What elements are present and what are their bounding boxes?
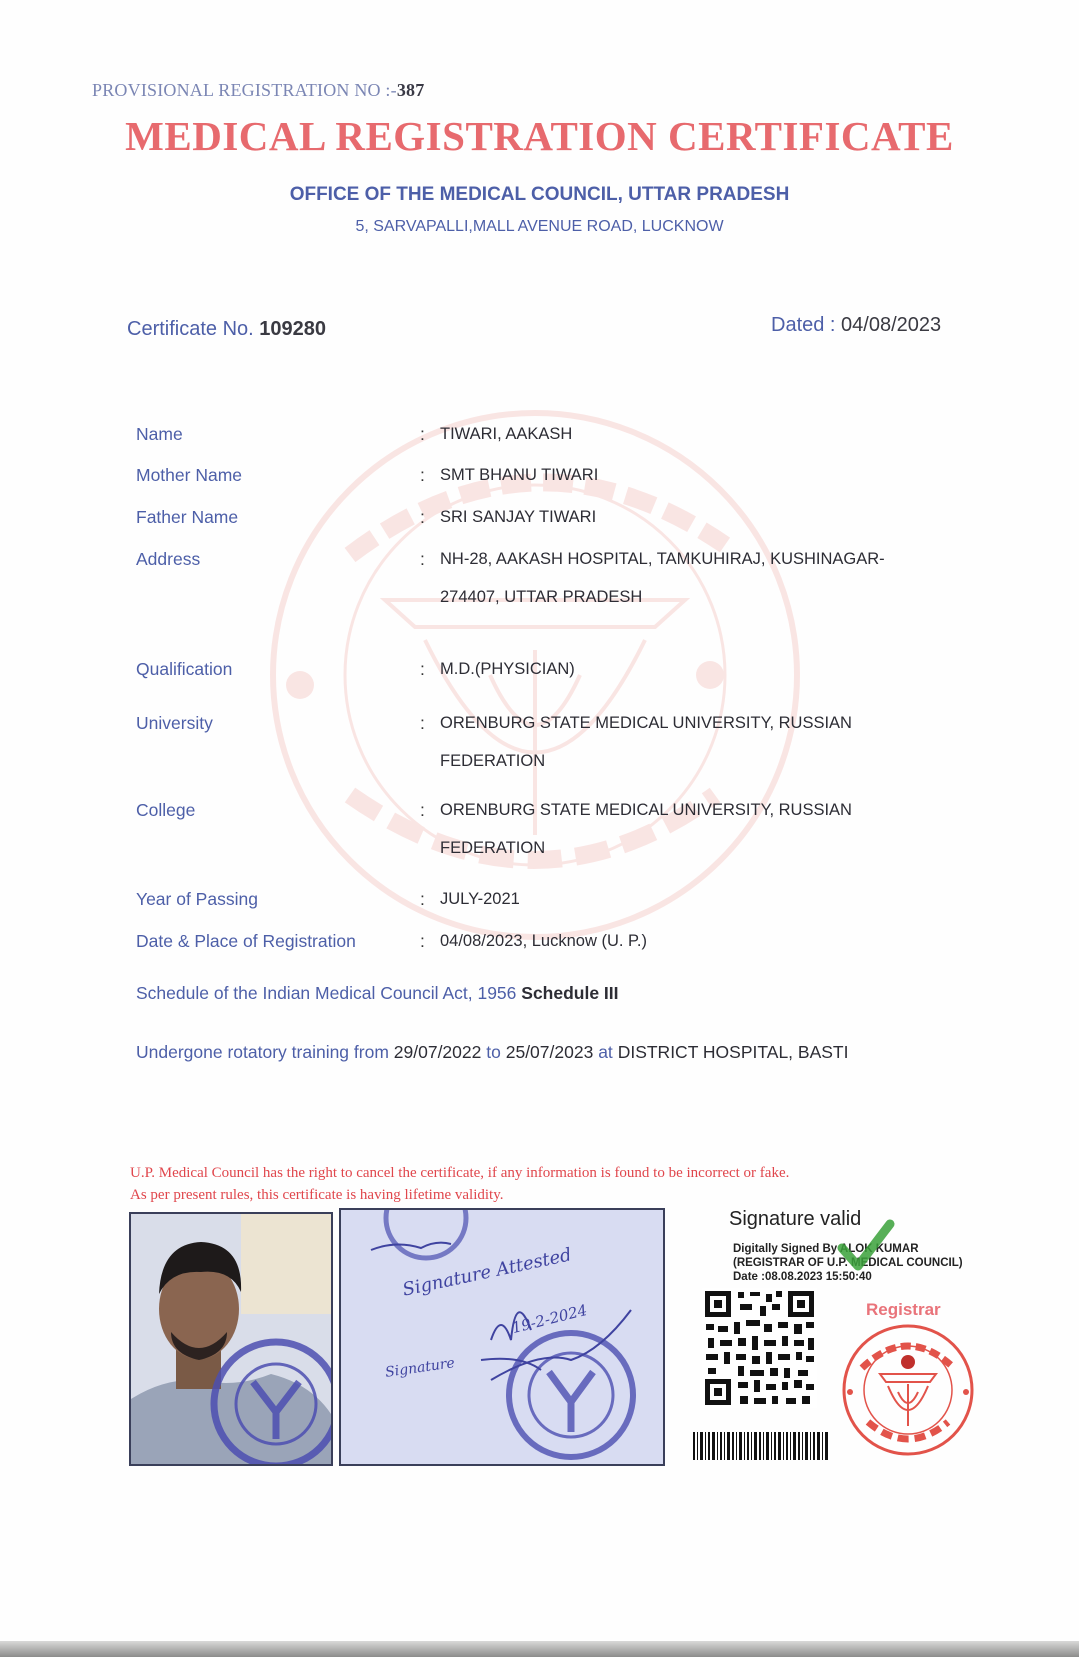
provisional-label: PROVISIONAL REGISTRATION NO :-: [92, 80, 397, 100]
registrar-label: Registrar: [866, 1300, 941, 1319]
certificate-title: MEDICAL REGISTRATION CERTIFICATE: [125, 113, 954, 159]
training-to-word: to: [486, 1042, 501, 1062]
page-bottom-edge: [0, 1641, 1079, 1657]
field-colon: :: [420, 659, 425, 679]
disclaimer: [130, 1162, 789, 1206]
schedule-line: [136, 983, 619, 1004]
disclaimer-line-1: U.P. Medical Council has the right to cancel the certificate, if any information is found to be incorrect or fake.: [130, 1165, 790, 1181]
field-value: SRI SANJAY TIWARI: [440, 508, 597, 526]
disclaimer-line-2: As per present rules, this certificate is having lifetime validity.: [130, 1187, 504, 1203]
field-label: Qualification: [136, 659, 233, 679]
field-label: Father Name: [136, 507, 239, 527]
field-value: SMT BHANU TIWARI: [440, 466, 599, 484]
field-value: NH-28, AAKASH HOSPITAL, TAMKUHIRAJ, KUSHINAGAR-274407, UTTAR PRADESH: [440, 550, 885, 606]
field-colon: :: [420, 931, 425, 951]
field-label: Date & Place of Registration: [136, 931, 356, 951]
schedule-text: Schedule of the Indian Medical Council Act, 1956: [136, 983, 517, 1003]
attested-date: 19-2-2024: [509, 1300, 589, 1338]
field-colon: :: [420, 424, 425, 444]
training-at-word: at: [598, 1042, 613, 1062]
field-value: JULY-2021: [440, 890, 520, 908]
field-colon: :: [420, 800, 425, 820]
registrar-seal-icon: [840, 1322, 976, 1458]
field-label: Mother Name: [136, 465, 243, 485]
field-colon: :: [420, 549, 425, 569]
field-value: 04/08/2023, Lucknow (U. P.): [440, 932, 647, 950]
office-address: 5, SARVAPALLI,MALL AVENUE ROAD, LUCKNOW: [355, 218, 724, 235]
digital-signature-line-2: (REGISTRAR OF U.P. MEDICAL COUNCIL): [733, 1257, 963, 1269]
field-colon: :: [420, 507, 425, 527]
training-to: 25/07/2023: [505, 1042, 594, 1062]
field-colon: :: [420, 465, 425, 485]
certificate-number-value: 109280: [259, 318, 327, 340]
office-name: OFFICE OF THE MEDICAL COUNCIL, UTTAR PRADESH: [289, 184, 790, 205]
field-colon: :: [420, 713, 425, 733]
field-label: University: [136, 713, 213, 733]
provisional-registration: [92, 80, 424, 101]
barcode-icon: [693, 1432, 828, 1460]
field-colon: :: [420, 889, 425, 909]
field-label: Name: [136, 424, 183, 444]
signature-valid: Signature valid: [729, 1208, 862, 1230]
training-from: 29/07/2022: [393, 1042, 482, 1062]
field-value: ORENBURG STATE MEDICAL UNIVERSITY, RUSSIAN FEDERATION: [440, 801, 852, 857]
signature-label: Signature: [384, 1355, 456, 1381]
field-value: ORENBURG STATE MEDICAL UNIVERSITY, RUSSIAN FEDERATION: [440, 714, 852, 770]
field-value: TIWARI, AAKASH: [440, 425, 573, 443]
attestation-stamps: [341, 1210, 663, 1464]
training-line: [136, 1042, 848, 1063]
field-label: College: [136, 800, 196, 820]
certificate-date-label: Dated :: [771, 314, 836, 336]
check-icon: [836, 1218, 896, 1274]
certificate-number-label: Certificate No.: [127, 318, 254, 340]
photo-image: [131, 1214, 331, 1464]
field-label: Address: [136, 549, 201, 569]
provisional-number: 387: [396, 80, 425, 100]
certificate-date: [771, 314, 941, 337]
attested-handwriting: Signature Attested: [400, 1244, 574, 1301]
attestation-box: [339, 1208, 665, 1466]
schedule-value: Schedule III: [521, 983, 619, 1003]
certificate-date-value: 04/08/2023: [841, 314, 942, 336]
certificate-number: [127, 318, 326, 341]
qr-code-icon: [702, 1288, 817, 1408]
field-label: Year of Passing: [136, 889, 258, 909]
applicant-photo: [129, 1212, 333, 1466]
field-value: M.D.(PHYSICIAN): [440, 660, 575, 678]
training-place: DISTRICT HOSPITAL, BASTI: [617, 1042, 849, 1062]
digital-signature-line-3: Date :08.08.2023 15:50:40: [733, 1271, 872, 1283]
training-prefix: Undergone rotatory training from: [136, 1042, 389, 1062]
digital-signature-line-1: Digitally Signed By ALOK KUMAR: [733, 1243, 919, 1255]
